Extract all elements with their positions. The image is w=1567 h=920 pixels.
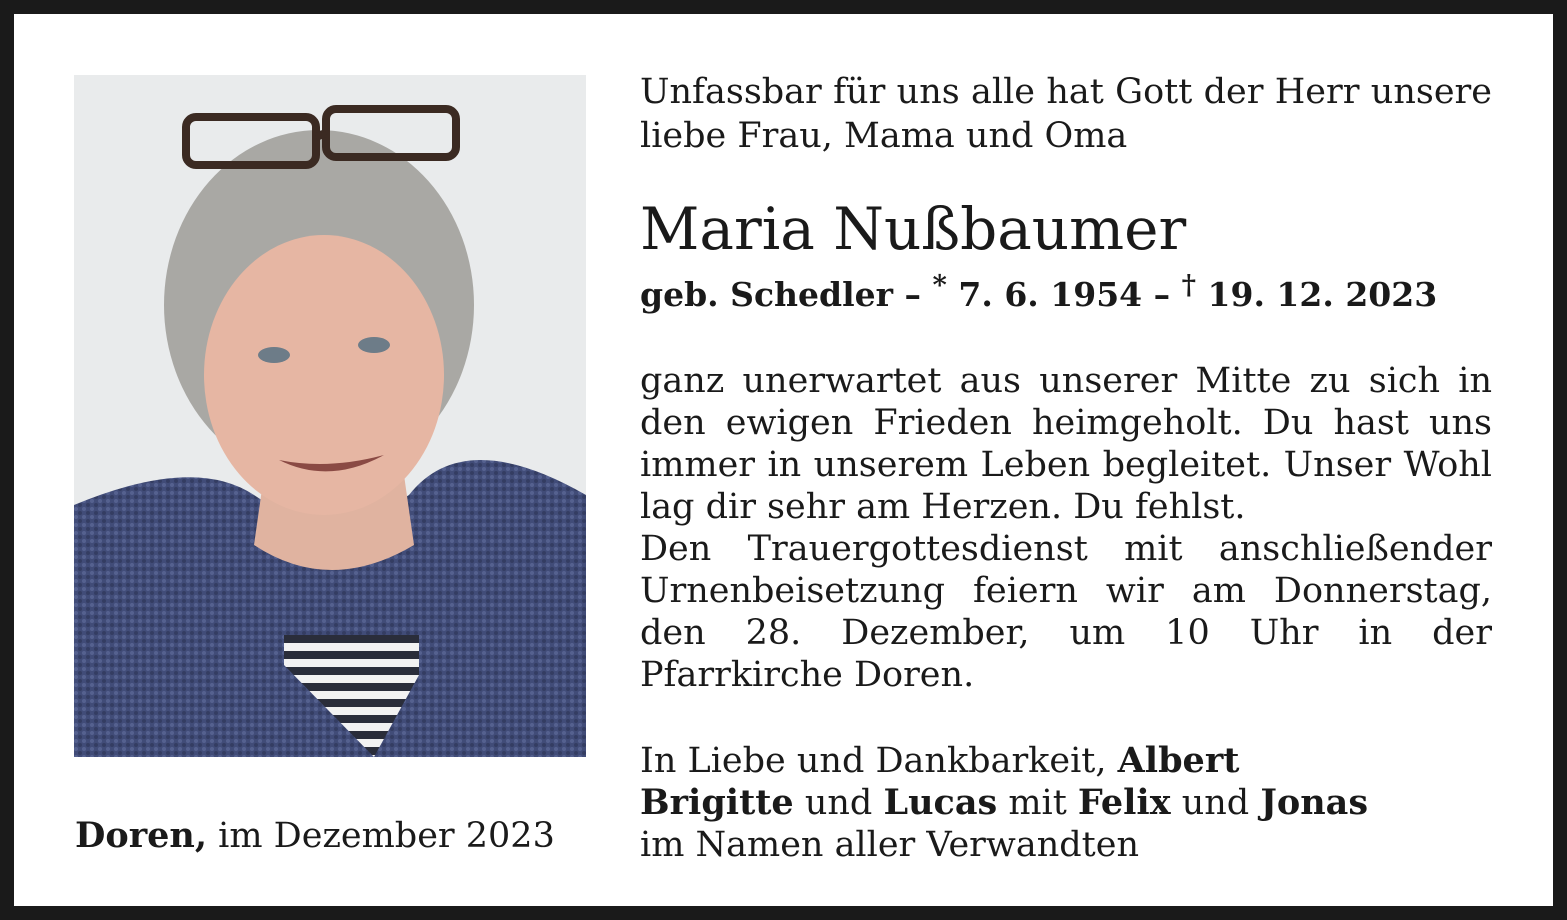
notice-body — [640, 360, 1492, 696]
closing-prefix: In Liebe und Dankbarkeit, — [640, 741, 1118, 781]
notice-text — [640, 70, 1492, 866]
deceased-name: Maria Nußbaumer — [640, 195, 1187, 263]
portrait-illustration — [74, 75, 586, 757]
closing-conj-1: und — [793, 783, 884, 823]
closing-conj-3: und — [1170, 783, 1261, 823]
closing-line-2 — [640, 782, 1492, 824]
birth-star-icon: * — [932, 269, 947, 301]
mourner-name-1: Albert — [1117, 740, 1240, 781]
place-date — [75, 814, 555, 858]
life-dates: geb. Schedler – * 7. 6. 1954 – † 19. 12. 2023 — [640, 269, 1438, 314]
mourner-name-2: Brigitte — [640, 782, 794, 823]
mourner-name-3: Lucas — [883, 782, 998, 823]
date-text: im Dezember 2023 — [207, 816, 555, 856]
birth-date: 7. 6. 1954 — [958, 275, 1143, 314]
intro-text: Unfassbar für uns alle hat Gott der Herr unsere liebe Frau, Mama und Oma — [640, 72, 1492, 156]
closing-line-3: im Namen aller Verwandten — [640, 825, 1139, 865]
place: Doren, — [75, 815, 208, 856]
body-paragraph-2: Den Trauergottesdienst mit anschließender Urnenbeisetzung feiern wir am Donnerstag, den 28. Dezember, um 10 Uhr in der Pfarrkirche Doren. — [640, 529, 1492, 695]
closing-line-1 — [640, 740, 1492, 782]
mourner-name-5: Jonas — [1260, 782, 1369, 823]
death-cross-icon: † — [1181, 269, 1197, 301]
death-date: 19. 12. 2023 — [1207, 275, 1438, 314]
body-paragraph-1: ganz unerwartet aus unserer Mitte zu sich in den ewigen Frieden heimgeholt. Du hast uns immer in unserem Leben begleitet. Unser Wohl lag dir sehr am Herzen. Du fehlst. — [640, 361, 1492, 527]
obituary-notice — [14, 14, 1553, 906]
portrait-photo — [74, 75, 586, 757]
birth-name: geb. Schedler — [640, 275, 894, 314]
closing-signature — [640, 740, 1492, 866]
closing-conj-2: mit — [997, 783, 1078, 823]
mourner-name-4: Felix — [1077, 782, 1171, 823]
